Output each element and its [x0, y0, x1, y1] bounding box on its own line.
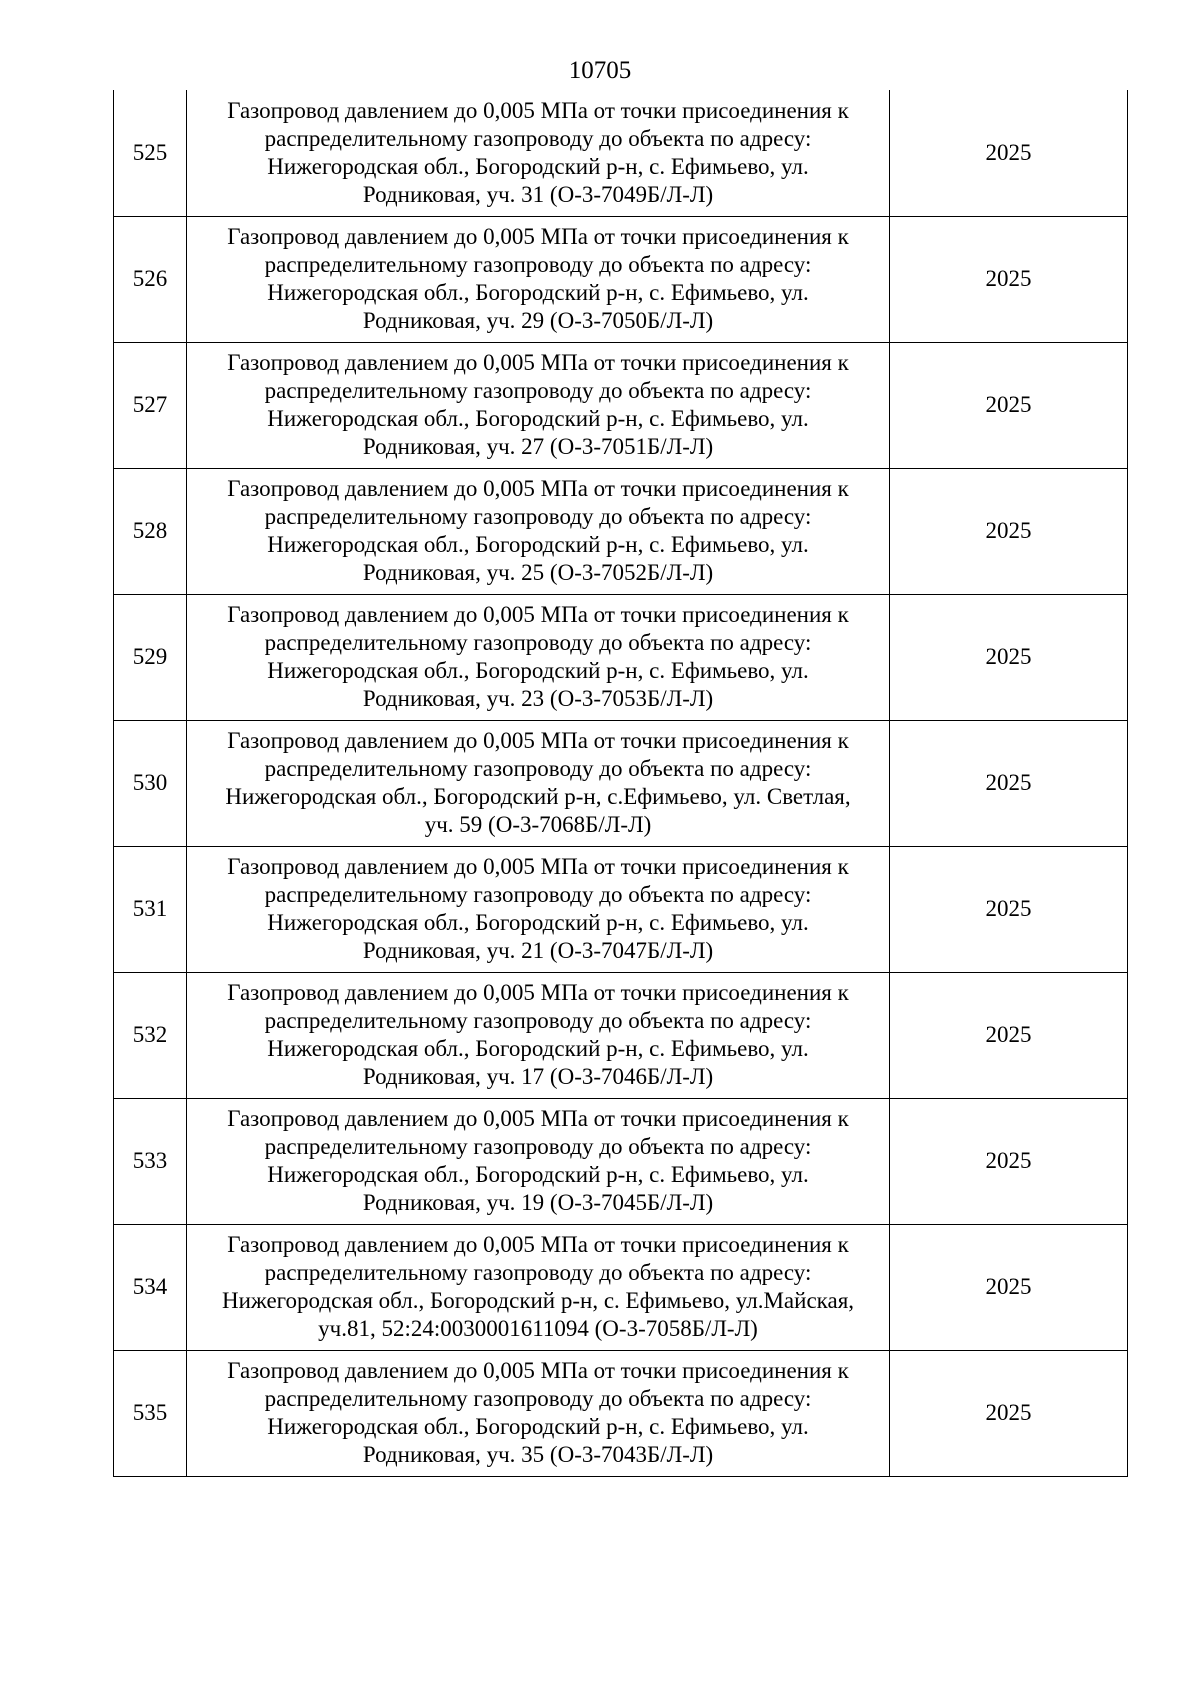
description-line: Родниковая, уч. 25 (О-3-7052Б/Л-Л): [362, 560, 714, 585]
description-line: Родниковая, уч. 17 (О-3-7046Б/Л-Л): [362, 1064, 714, 1089]
row-number-cell: 531: [114, 846, 187, 972]
description-line: Нижегородская обл., Богородский р-н, с. Ефимьево, ул.: [267, 1414, 809, 1439]
description-line: Газопровод давлением до 0,005 МПа от точки присоединения к: [227, 224, 849, 249]
description-cell: [187, 720, 890, 846]
description-line: распределительному газопроводу до объекта по адресу:: [264, 125, 812, 151]
table-row: [114, 720, 1128, 846]
row-number-cell: 534: [114, 1224, 187, 1350]
description-line: распределительному газопроводу до объекта по адресу:: [264, 756, 812, 781]
table-row: [114, 342, 1128, 468]
year-cell: 2025: [890, 1224, 1128, 1350]
description-cell: [187, 972, 890, 1098]
description-line: распределительному газопроводу до объекта по адресу:: [264, 504, 812, 529]
row-number-cell: 528: [114, 468, 187, 594]
description-line: Газопровод давлением до 0,005 МПа от точки присоединения к: [227, 1232, 849, 1257]
description-line: Родниковая, уч. 19 (О-3-7045Б/Л-Л): [362, 1190, 714, 1215]
description-line: распределительному газопроводу до объекта по адресу:: [264, 252, 812, 277]
description-line: Нижегородская обл., Богородский р-н, с. Ефимьево, ул.: [267, 910, 809, 935]
description-line: Нижегородская обл., Богородский р-н, с. Ефимьево, ул.: [267, 280, 809, 305]
description-line: Родниковая, уч. 27 (О-3-7051Б/Л-Л): [362, 434, 714, 459]
description-line: уч.81, 52:24:0030001611094 (О-3-7058Б/Л-Л): [318, 1316, 758, 1341]
row-number-cell: 526: [114, 216, 187, 342]
year-cell: 2025: [890, 1098, 1128, 1224]
table-row: [114, 1350, 1128, 1476]
description-line: Нижегородская обл., Богородский р-н, с. Ефимьево, ул.: [267, 532, 809, 557]
description-line: Газопровод давлением до 0,005 МПа от точки присоединения к: [227, 350, 849, 375]
description-cell: [187, 1098, 890, 1224]
description-cell: [187, 468, 890, 594]
table-body: [114, 90, 1128, 1476]
description-cell: [187, 1224, 890, 1350]
year-cell: 2025: [890, 1350, 1128, 1476]
description-line: Родниковая, уч. 31 (О-3-7049Б/Л-Л): [362, 181, 714, 207]
description-line: Газопровод давлением до 0,005 МПа от точки присоединения к: [227, 97, 849, 123]
description-line: Газопровод давлением до 0,005 МПа от точки присоединения к: [227, 728, 849, 753]
description-line: Нижегородская обл., Богородский р-н, с. Ефимьево, ул.: [267, 153, 809, 179]
description-line: распределительному газопроводу до объекта по адресу:: [264, 1386, 812, 1411]
description-line: распределительному газопроводу до объекта по адресу:: [264, 378, 812, 403]
description-cell: [187, 1350, 890, 1476]
description-line: Нижегородская обл., Богородский р-н, с. Ефимьево, ул.Майская,: [221, 1288, 855, 1313]
description-line: Нижегородская обл., Богородский р-н, с. Ефимьево, ул.: [267, 406, 809, 431]
description-line: Родниковая, уч. 35 (О-3-7043Б/Л-Л): [362, 1442, 714, 1467]
year-cell: 2025: [890, 846, 1128, 972]
description-cell: [187, 594, 890, 720]
description-line: Газопровод давлением до 0,005 МПа от точки присоединения к: [227, 980, 849, 1005]
row-number-cell: 533: [114, 1098, 187, 1224]
description-line: Газопровод давлением до 0,005 МПа от точки присоединения к: [227, 602, 849, 627]
row-number-cell: 527: [114, 342, 187, 468]
table-row: [114, 1224, 1128, 1350]
description-line: распределительному газопроводу до объекта по адресу:: [264, 882, 812, 907]
table-row: [114, 972, 1128, 1098]
description-line: Нижегородская обл., Богородский р-н, с. Ефимьево, ул.: [267, 658, 809, 683]
table-row: [114, 1098, 1128, 1224]
description-line: Газопровод давлением до 0,005 МПа от точки присоединения к: [227, 854, 849, 879]
year-cell: 2025: [890, 972, 1128, 1098]
description-line: распределительному газопроводу до объекта по адресу:: [264, 630, 812, 655]
description-line: Родниковая, уч. 29 (О-3-7050Б/Л-Л): [362, 308, 714, 333]
description-line: Нижегородская обл., Богородский р-н, с.Ефимьево, ул. Светлая,: [225, 784, 851, 809]
description-cell: [187, 90, 890, 216]
description-line: Родниковая, уч. 21 (О-3-7047Б/Л-Л): [362, 938, 714, 963]
description-cell: [187, 846, 890, 972]
description-line: Родниковая, уч. 23 (О-3-7053Б/Л-Л): [362, 686, 714, 711]
year-cell: 2025: [890, 342, 1128, 468]
year-cell: 2025: [890, 216, 1128, 342]
description-line: распределительному газопроводу до объекта по адресу:: [264, 1134, 812, 1159]
row-number-cell: 532: [114, 972, 187, 1098]
description-line: Газопровод давлением до 0,005 МПа от точки присоединения к: [227, 1358, 849, 1383]
description-line: Газопровод давлением до 0,005 МПа от точки присоединения к: [227, 476, 849, 501]
year-cell: 2025: [890, 720, 1128, 846]
description-line: уч. 59 (О-3-7068Б/Л-Л): [424, 812, 652, 837]
table-row: [114, 594, 1128, 720]
description-line: Газопровод давлением до 0,005 МПа от точки присоединения к: [227, 1106, 849, 1131]
gas-pipeline-table: [113, 90, 1128, 1477]
row-number-cell: 530: [114, 720, 187, 846]
table-row: [114, 846, 1128, 972]
row-number-cell: 525: [114, 90, 187, 216]
table-row: [114, 90, 1128, 216]
description-cell: [187, 216, 890, 342]
row-number-cell: 535: [114, 1350, 187, 1476]
description-line: Нижегородская обл., Богородский р-н, с. Ефимьево, ул.: [267, 1162, 809, 1187]
year-cell: 2025: [890, 90, 1128, 216]
year-cell: 2025: [890, 468, 1128, 594]
table-row: [114, 216, 1128, 342]
description-line: распределительному газопроводу до объекта по адресу:: [264, 1260, 812, 1285]
year-cell: 2025: [890, 594, 1128, 720]
description-cell: [187, 342, 890, 468]
page-number: 10705: [568, 57, 632, 84]
description-line: Нижегородская обл., Богородский р-н, с. Ефимьево, ул.: [267, 1036, 809, 1061]
table-row: [114, 468, 1128, 594]
description-line: распределительному газопроводу до объекта по адресу:: [264, 1008, 812, 1033]
row-number-cell: 529: [114, 594, 187, 720]
